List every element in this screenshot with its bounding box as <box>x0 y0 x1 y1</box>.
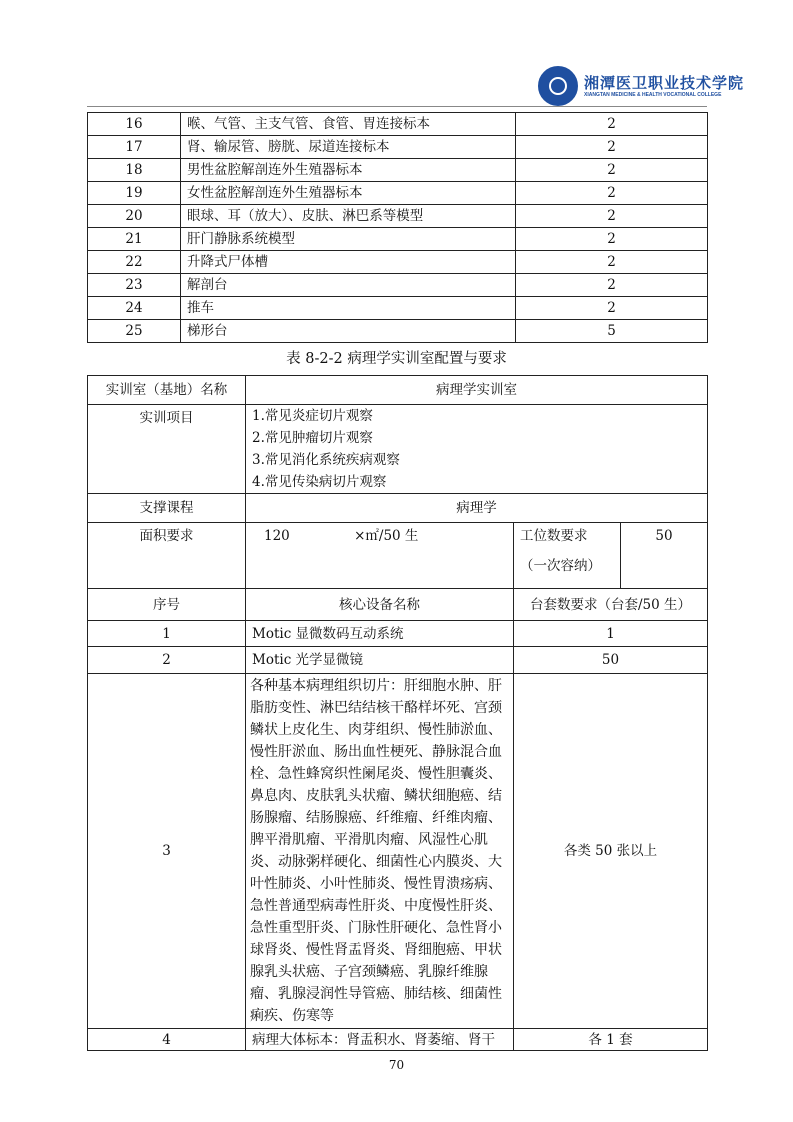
row-qty: 2 <box>516 136 708 159</box>
college-seal-icon <box>538 66 578 106</box>
table-row <box>88 113 708 136</box>
header-rule <box>87 106 707 107</box>
row-no: 23 <box>88 274 181 297</box>
row-name: 肾、输尿管、膀胱、尿道连接标本 <box>181 136 516 159</box>
item: 2.常见肿瘤切片观察 <box>252 430 373 446</box>
table-row <box>88 251 708 274</box>
row-qty: 各类 50 张以上 <box>514 674 708 1029</box>
table-row <box>88 205 708 228</box>
items-label: 实训项目 <box>88 405 246 494</box>
row-no: 16 <box>88 113 181 136</box>
table-row <box>88 674 708 1029</box>
row-no: 18 <box>88 159 181 182</box>
col-header-name: 核心设备名称 <box>246 589 514 621</box>
row-qty: 2 <box>516 251 708 274</box>
row-qty: 2 <box>516 297 708 320</box>
row-no: 4 <box>88 1029 246 1051</box>
row-no: 22 <box>88 251 181 274</box>
row-name: 女性盆腔解剖连外生殖器标本 <box>181 182 516 205</box>
row-qty: 2 <box>516 182 708 205</box>
logo-chinese-name: 湘潭医卫职业技术学院 <box>584 73 745 92</box>
row-qty: 1 <box>514 621 708 647</box>
row-name: 解剖台 <box>181 274 516 297</box>
row-qty: 50 <box>514 647 708 674</box>
row-no: 21 <box>88 228 181 251</box>
col-header-no: 序号 <box>88 589 246 621</box>
row-qty: 2 <box>516 205 708 228</box>
equipment-table-continued <box>87 112 708 343</box>
course-label: 支撑课程 <box>88 494 246 523</box>
table-row <box>88 136 708 159</box>
item: 4.常见传染病切片观察 <box>252 474 387 490</box>
pathology-lab-table <box>87 375 708 1051</box>
college-logo <box>538 66 744 106</box>
logo-english-name: XIANGTAN MEDICINE & HEALTH VOCATIONAL COLLEGE <box>584 91 722 98</box>
row-no: 19 <box>88 182 181 205</box>
table-row <box>88 274 708 297</box>
row-name: 眼球、耳（放大）、皮肤、淋巴系等模型 <box>181 205 516 228</box>
row-name: 肝门静脉系统模型 <box>181 228 516 251</box>
station-note: （一次容纳） <box>520 558 601 574</box>
row-name: 升降式尸体槽 <box>181 251 516 274</box>
row-no: 2 <box>88 647 246 674</box>
row-no: 1 <box>88 621 246 647</box>
row-no: 3 <box>88 674 246 1029</box>
row-no: 25 <box>88 320 181 343</box>
course-value: 病理学 <box>246 494 708 523</box>
row-name: 男性盆腔解剖连外生殖器标本 <box>181 159 516 182</box>
row-name: 喉、气管、主支气管、食管、胃连接标本 <box>181 113 516 136</box>
row-name: 推车 <box>181 297 516 320</box>
item: 1.常见炎症切片观察 <box>252 408 373 424</box>
row-qty: 5 <box>516 320 708 343</box>
room-value: 病理学实训室 <box>246 376 708 405</box>
row-qty: 2 <box>516 159 708 182</box>
row-name: 病理大体标本：肾盂积水、肾萎缩、肾干 <box>246 1029 514 1051</box>
area-label: 面积要求 <box>88 523 246 589</box>
row-qty: 2 <box>516 274 708 297</box>
table-row <box>88 1029 708 1051</box>
area-value: 120 <box>264 528 290 544</box>
table-row <box>88 297 708 320</box>
row-no: 24 <box>88 297 181 320</box>
table-row <box>88 621 708 647</box>
row-name: 各种基本病理组织切片：肝细胞水肿、肝脂肪变性、淋巴结结核干酪样坏死、宫颈鳞状上皮化生、肉芽组织、慢性肺淤血、慢性肝淤血、肠出血性梗死、静脉混合血栓、急性蜂窝织性阑尾炎、慢性胆囊炎、鼻息肉、皮肤乳头状瘤、鳞状细胞癌、结肠腺瘤、结肠腺癌、纤维瘤、纤维肉瘤、脾平滑肌瘤、平滑肌肉瘤、风湿性心肌炎、动脉粥样硬化、细菌性心内膜炎、大叶性肺炎、小叶性肺炎、慢性胃溃疡病、急性普通型病毒性肝炎、中度慢性肝炎、急性重型肝炎、门脉性肝硬化、急性肾小球肾炎、慢性肾盂肾炎、肾细胞癌、甲状腺乳头状癌、子宫颈鳞癌、乳腺纤维腺瘤、乳腺浸润性导管癌、肺结核、细菌性痢疾、伤寒等 <box>246 674 514 1029</box>
row-no: 20 <box>88 205 181 228</box>
row-name: Motic 光学显微镜 <box>246 647 514 674</box>
table-row <box>88 182 708 205</box>
row-no: 17 <box>88 136 181 159</box>
station-label: 工位数要求 <box>520 528 588 544</box>
station-value: 50 <box>621 523 708 589</box>
col-header-qty: 台套数要求（台套/50 生） <box>514 589 708 621</box>
row-name: 梯形台 <box>181 320 516 343</box>
row-qty: 2 <box>516 228 708 251</box>
table-row <box>88 647 708 674</box>
room-label: 实训室（基地）名称 <box>88 376 246 405</box>
table-row <box>88 159 708 182</box>
table-caption: 表 8-2-2 病理学实训室配置与要求 <box>286 351 507 367</box>
page-number: 70 <box>388 1058 405 1072</box>
table-row <box>88 228 708 251</box>
area-unit: ×㎡/50 生 <box>354 528 419 544</box>
row-qty: 各 1 套 <box>514 1029 708 1051</box>
row-qty: 2 <box>516 113 708 136</box>
table-row <box>88 320 708 343</box>
row-name: Motic 显微数码互动系统 <box>246 621 514 647</box>
item: 3.常见消化系统疾病观察 <box>252 452 400 468</box>
